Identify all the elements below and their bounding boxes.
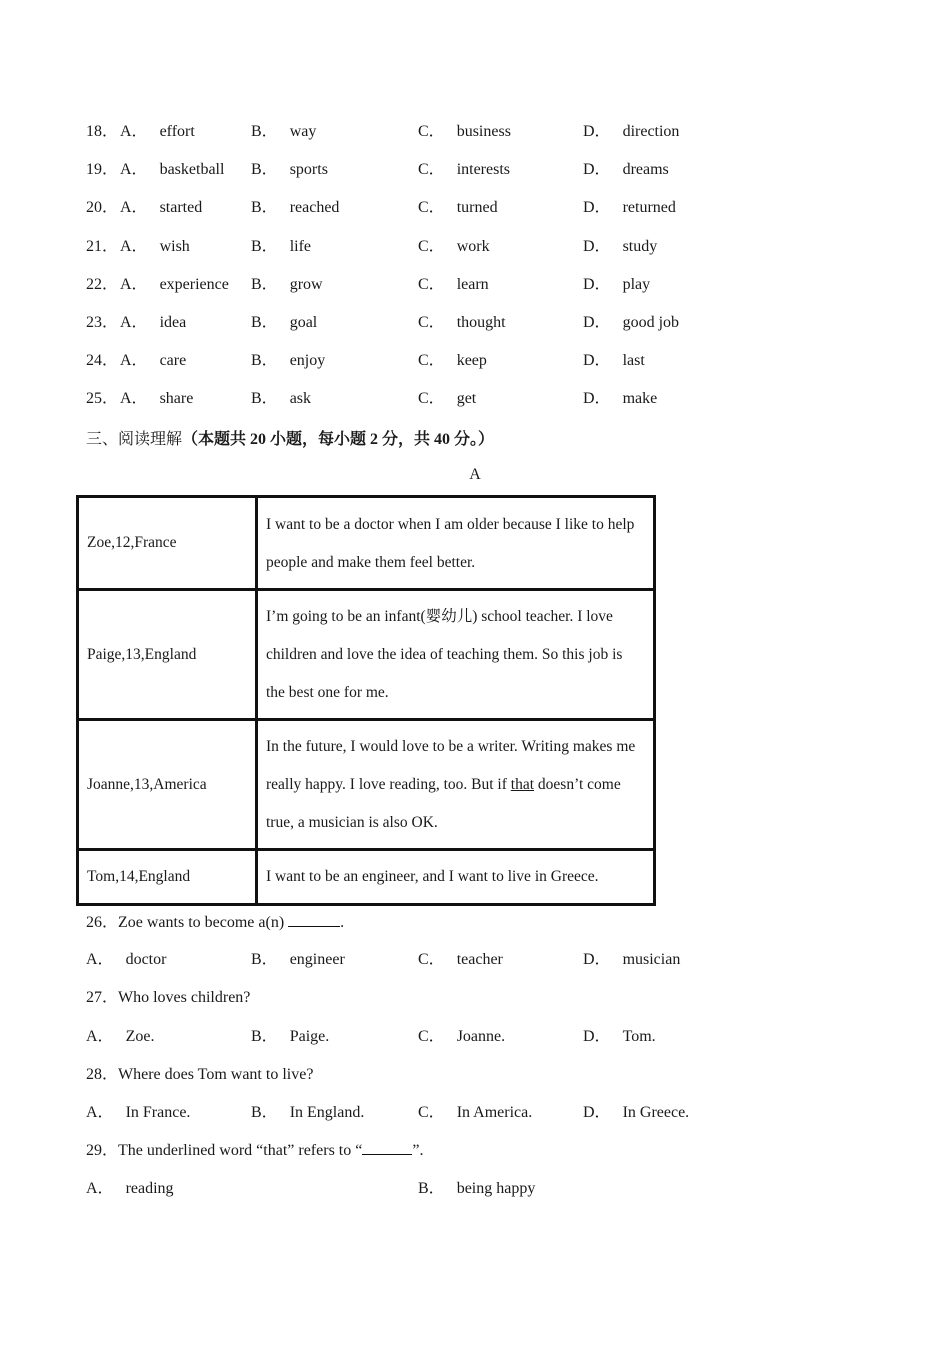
option-a: basketball <box>159 161 225 178</box>
person-cell: Paige,13,England <box>78 590 257 720</box>
option-letter: A． <box>120 199 148 216</box>
underlined-word: that <box>510 776 535 793</box>
option-c: Joanne. <box>456 1028 506 1045</box>
option-letter: B． <box>251 390 278 407</box>
option-letter: C． <box>418 123 445 140</box>
question-text: 29．The underlined word “that” refers to “ <box>86 1142 363 1159</box>
cloze-item-19 <box>0 159 950 181</box>
answer-blank <box>362 1140 412 1155</box>
cloze-item-20 <box>0 197 950 219</box>
option-letter: D． <box>583 1028 611 1045</box>
cloze-item-23 <box>0 312 950 334</box>
table-row <box>78 720 655 850</box>
statement-cell: I want to be an engineer, and I want to live in Greece. <box>257 850 655 905</box>
option-letter: C． <box>418 951 445 968</box>
option-a: Zoe. <box>125 1028 155 1045</box>
item-number: 25． <box>86 390 119 407</box>
option-letter: C． <box>418 390 445 407</box>
option-letter: B． <box>251 238 278 255</box>
option-a: doctor <box>125 951 167 968</box>
option-a: wish <box>159 238 190 255</box>
question-28-options <box>0 1102 950 1124</box>
option-letter: A． <box>120 390 148 407</box>
option-letter: D． <box>583 161 611 178</box>
option-letter: D． <box>583 123 611 140</box>
option-d: study <box>622 238 658 255</box>
person-cell: Zoe,12,France <box>78 497 257 590</box>
option-c: turned <box>456 199 498 216</box>
question-26-stem <box>0 912 950 934</box>
question-text: ”. <box>412 1142 424 1159</box>
statement-text: In the future, I would love to be a writer. Writing makes me really happy. I love reading, too. But if <box>266 738 636 793</box>
option-letter: A． <box>120 161 148 178</box>
statement-text: doesn’t come true, a musician is also OK. <box>266 776 621 831</box>
option-letter: D． <box>583 314 611 331</box>
question-29-stem <box>0 1140 950 1162</box>
option-b: sports <box>289 161 328 178</box>
option-d: last <box>622 352 645 369</box>
cloze-item-25 <box>0 388 950 410</box>
item-number: 23． <box>86 314 119 331</box>
section-scoring-note: （本题共 20 小题，每小题 2 分，共 40 分。） <box>182 431 495 448</box>
option-b: In England. <box>289 1104 365 1121</box>
option-b: engineer <box>289 951 345 968</box>
option-d: returned <box>622 199 676 216</box>
section-heading <box>86 426 494 449</box>
option-letter: D． <box>583 276 611 293</box>
option-a: experience <box>159 276 229 293</box>
option-letter: A． <box>120 123 148 140</box>
option-letter: C． <box>418 199 445 216</box>
option-c: thought <box>456 314 506 331</box>
passage-table <box>76 495 656 906</box>
option-d: In Greece. <box>622 1104 690 1121</box>
option-a: effort <box>159 123 195 140</box>
option-letter: A． <box>86 1104 114 1121</box>
statement-cell <box>257 720 655 850</box>
option-d: direction <box>622 123 680 140</box>
option-letter: B． <box>251 199 278 216</box>
option-b: reached <box>289 199 340 216</box>
option-a: started <box>159 199 203 216</box>
option-letter: C． <box>418 276 445 293</box>
cloze-item-22 <box>0 274 950 296</box>
option-letter: A． <box>120 238 148 255</box>
option-letter: B． <box>251 951 278 968</box>
statement-cell: I’m going to be an infant(婴幼儿) school teacher. I love children and love the idea of teaching them. So this job is the best one for me. <box>257 590 655 720</box>
option-b: goal <box>289 314 318 331</box>
option-letter: C． <box>418 1028 445 1045</box>
option-letter: B． <box>251 314 278 331</box>
option-letter: B． <box>418 1180 445 1197</box>
option-letter: A． <box>86 1028 114 1045</box>
question-27-options <box>0 1026 950 1048</box>
passage-title: A <box>469 466 481 483</box>
option-c: In America. <box>456 1104 533 1121</box>
option-letter: B． <box>251 161 278 178</box>
question-text: 28．Where does Tom want to live? <box>86 1066 314 1083</box>
option-a: care <box>159 352 187 369</box>
option-b: ask <box>289 390 312 407</box>
question-text: 26．Zoe wants to become a(n) <box>86 914 289 931</box>
option-c: business <box>456 123 511 140</box>
person-cell: Joanne,13,America <box>78 720 257 850</box>
option-letter: A． <box>120 314 148 331</box>
option-d: dreams <box>622 161 669 178</box>
cloze-item-18 <box>0 121 950 143</box>
section-title: 三、阅读理解 <box>86 431 183 448</box>
option-c: teacher <box>456 951 503 968</box>
option-a: In France. <box>125 1104 191 1121</box>
option-b: life <box>289 238 312 255</box>
option-letter: D． <box>583 1104 611 1121</box>
item-number: 19． <box>86 161 119 178</box>
option-d: good job <box>622 314 680 331</box>
option-c: work <box>456 238 490 255</box>
person-cell: Tom,14,England <box>78 850 257 905</box>
cloze-item-21 <box>0 236 950 258</box>
option-letter: A． <box>120 352 148 369</box>
option-c: keep <box>456 352 487 369</box>
item-number: 21． <box>86 238 119 255</box>
option-letter: D． <box>583 951 611 968</box>
option-letter: C． <box>418 238 445 255</box>
option-letter: A． <box>120 276 148 293</box>
option-b: grow <box>289 276 323 293</box>
option-letter: A． <box>86 951 114 968</box>
question-text: 27．Who loves children? <box>86 989 251 1006</box>
answer-blank <box>288 912 340 927</box>
option-b: Paige. <box>289 1028 330 1045</box>
table-row <box>78 497 655 590</box>
option-d: play <box>622 276 651 293</box>
question-text: . <box>340 914 345 931</box>
item-number: 20． <box>86 199 119 216</box>
option-d: musician <box>622 951 681 968</box>
option-c: get <box>456 390 477 407</box>
option-d: make <box>622 390 658 407</box>
option-letter: C． <box>418 314 445 331</box>
option-letter: C． <box>418 1104 445 1121</box>
option-c: interests <box>456 161 511 178</box>
statement-cell: I want to be a doctor when I am older because I like to help people and make them feel better. <box>257 497 655 590</box>
option-letter: B． <box>251 1104 278 1121</box>
option-a: idea <box>159 314 187 331</box>
option-letter: D． <box>583 390 611 407</box>
option-letter: C． <box>418 352 445 369</box>
question-29-options <box>0 1178 950 1200</box>
table-row <box>78 850 655 905</box>
option-b: enjoy <box>289 352 326 369</box>
option-letter: B． <box>251 1028 278 1045</box>
option-letter: B． <box>251 276 278 293</box>
item-number: 18． <box>86 123 119 140</box>
item-number: 22． <box>86 276 119 293</box>
option-b: way <box>289 123 317 140</box>
option-a: reading <box>125 1180 174 1197</box>
option-letter: D． <box>583 352 611 369</box>
option-letter: B． <box>251 123 278 140</box>
option-letter: B． <box>251 352 278 369</box>
option-letter: D． <box>583 199 611 216</box>
option-c: learn <box>456 276 489 293</box>
option-letter: C． <box>418 161 445 178</box>
option-letter: D． <box>583 238 611 255</box>
question-26-options <box>0 949 950 971</box>
option-b: being happy <box>456 1180 536 1197</box>
question-28-stem <box>0 1064 950 1086</box>
question-27-stem <box>0 987 950 1009</box>
option-letter: A． <box>86 1180 114 1197</box>
table-row <box>78 590 655 720</box>
option-d: Tom. <box>622 1028 656 1045</box>
option-a: share <box>159 390 194 407</box>
cloze-item-24 <box>0 350 950 372</box>
item-number: 24． <box>86 352 119 369</box>
